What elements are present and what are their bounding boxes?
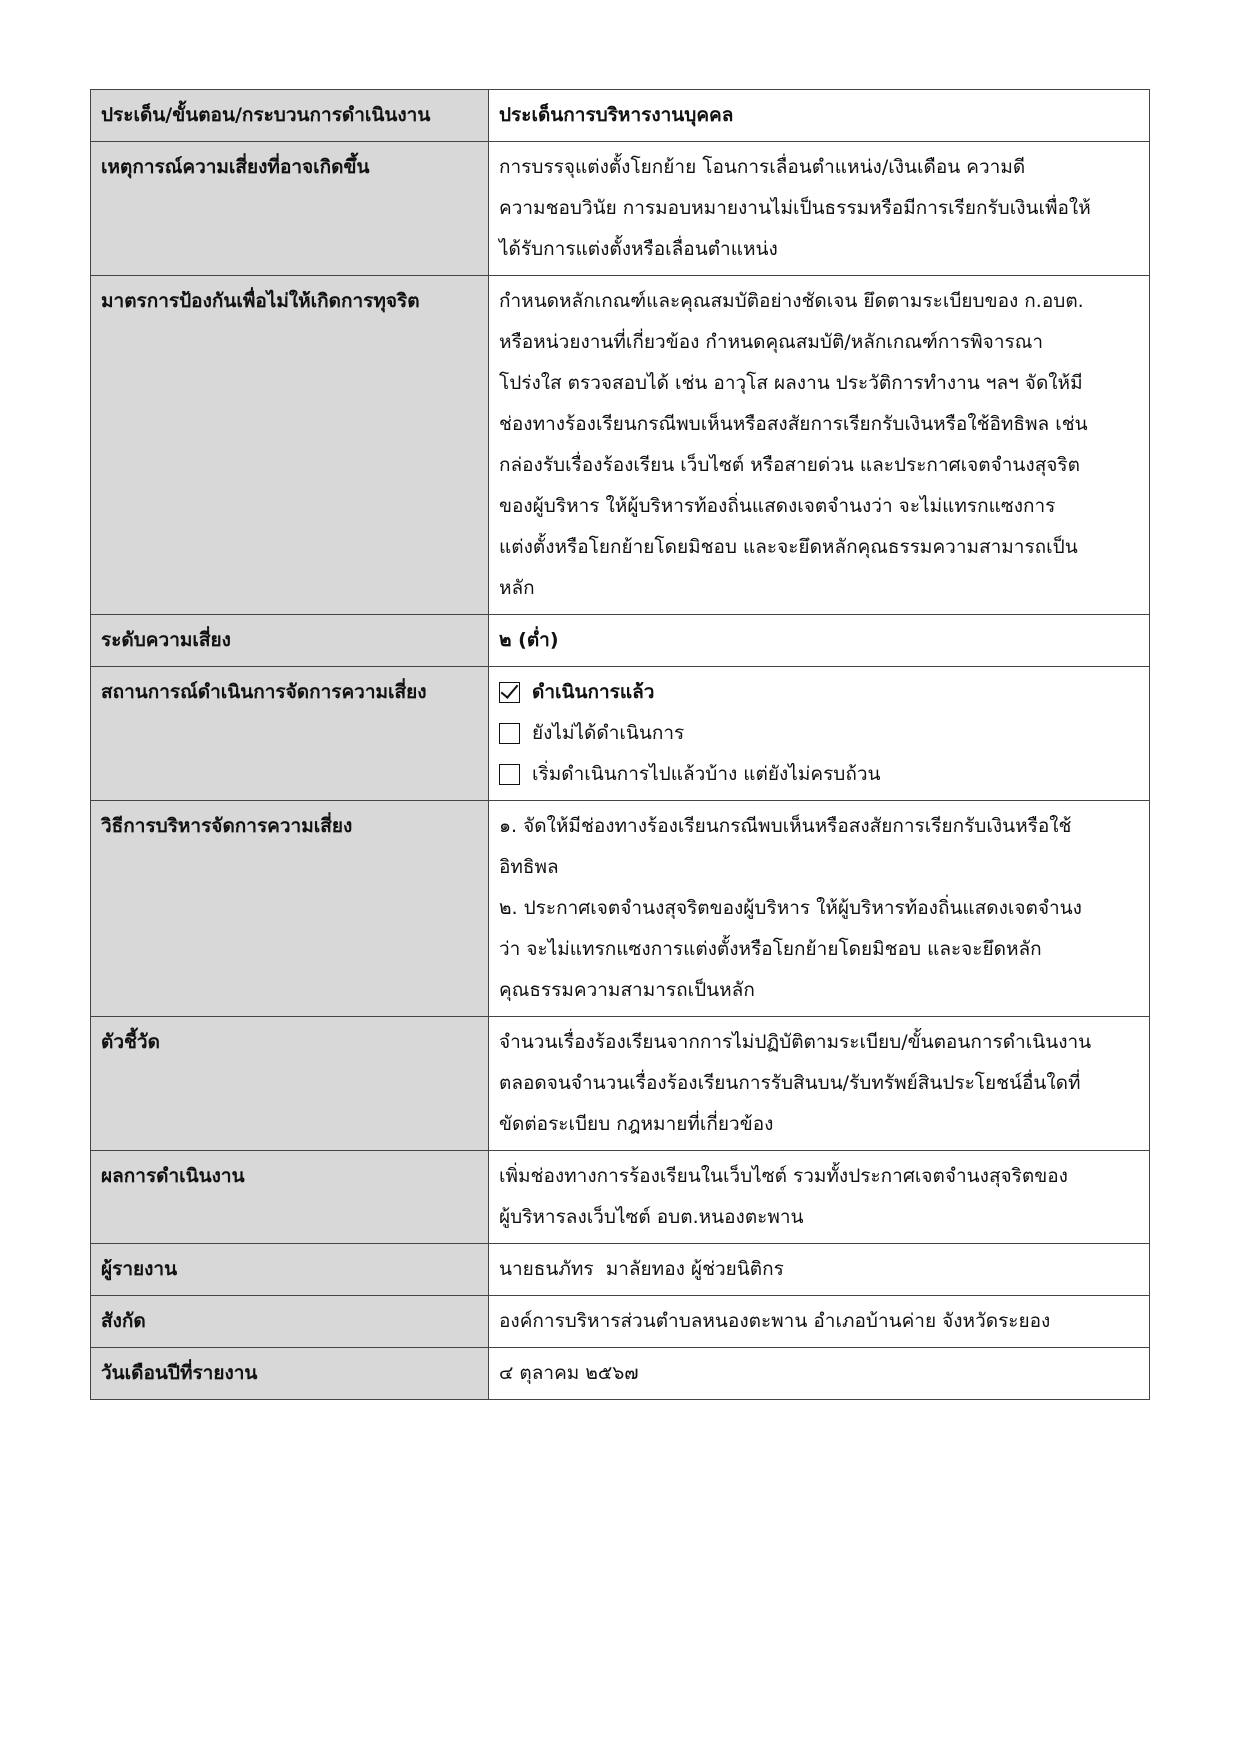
row-risk-event	[91, 142, 1150, 276]
status-label: สถานการณ์ดำเนินการจัดการความเสี่ยง	[91, 667, 489, 801]
issue-label: ประเด็น/ขั้นตอน/กระบวนการดำเนินงาน	[91, 90, 489, 142]
checkbox-icon[interactable]	[499, 682, 520, 703]
risk-event-label: เหตุการณ์ความเสี่ยงที่อาจเกิดขึ้น	[91, 142, 489, 276]
row-prevention	[91, 276, 1150, 615]
prevention-line: ของผู้บริหาร ให้ผู้บริหารท้องถิ่นแสดงเจตจำนงว่า จะไม่แทรกแซงการ	[499, 495, 1056, 517]
status-option-label: ดำเนินการแล้ว	[532, 681, 655, 703]
row-status	[91, 667, 1150, 801]
reporter-label: ผู้รายงาน	[91, 1244, 489, 1296]
checkbox-icon[interactable]	[499, 723, 520, 744]
management-line: ๒. ประกาศเจตจำนงสุจริตของผู้บริหาร ให้ผู้บริหารท้องถิ่นแสดงเจตจำนง	[499, 897, 1082, 919]
result-value	[489, 1151, 1150, 1244]
status-options	[489, 667, 1150, 801]
row-result	[91, 1151, 1150, 1244]
prevention-line: แต่งตั้งหรือโยกย้ายโดยมิชอบ และจะยึดหลักคุณธรรมความสามารถเป็น	[499, 536, 1078, 558]
result-line: ผู้บริหารลงเว็บไซต์ อบต.หนองตะพาน	[499, 1206, 804, 1228]
prevention-line: โปร่งใส ตรวจสอบได้ เช่น อาวุโส ผลงาน ประวัติการทำงาน ฯลฯ จัดให้มี	[499, 372, 1083, 394]
row-indicator	[91, 1017, 1150, 1151]
status-option-label: ยังไม่ได้ดำเนินการ	[532, 722, 685, 744]
row-risk-level	[91, 615, 1150, 667]
management-line: อิทธิพล	[499, 856, 559, 878]
row-management	[91, 801, 1150, 1017]
prevention-value	[489, 276, 1150, 615]
prevention-line: หรือหน่วยงานที่เกี่ยวข้อง กำหนดคุณสมบัติ/หลักเกณฑ์การพิจารณา	[499, 331, 1043, 353]
indicator-value	[489, 1017, 1150, 1151]
prevention-label: มาตรการป้องกันเพื่อไม่ให้เกิดการทุจริต	[91, 276, 489, 615]
indicator-line: ตลอดจนจำนวนเรื่องร้องเรียนการรับสินบน/รับทรัพย์สินประโยชน์อื่นใดที่	[499, 1072, 1081, 1094]
risk-event-value	[489, 142, 1150, 276]
risk-level-label: ระดับความเสี่ยง	[91, 615, 489, 667]
row-issue	[91, 90, 1150, 142]
checkbox-icon[interactable]	[499, 764, 520, 785]
row-reporter	[91, 1244, 1150, 1296]
issue-value: ประเด็นการบริหารงานบุคคล	[489, 90, 1150, 142]
row-affiliation	[91, 1296, 1150, 1348]
indicator-label: ตัวชี้วัด	[91, 1017, 489, 1151]
affiliation-label: สังกัด	[91, 1296, 489, 1348]
risk-report-table	[90, 89, 1150, 1400]
affiliation-value: องค์การบริหารส่วนตำบลหนองตะพาน อำเภอบ้านค่าย จังหวัดระยอง	[489, 1296, 1150, 1348]
report-date-value: ๔ ตุลาคม ๒๕๖๗	[489, 1348, 1150, 1400]
management-line: คุณธรรมความสามารถเป็นหลัก	[499, 979, 755, 1001]
report-date-label: วันเดือนปีที่รายงาน	[91, 1348, 489, 1400]
prevention-line: กล่องรับเรื่องร้องเรียน เว็บไซต์ หรือสายด่วน และประกาศเจตจำนงสุจริต	[499, 454, 1080, 476]
result-label: ผลการดำเนินงาน	[91, 1151, 489, 1244]
management-line: ๑. จัดให้มีช่องทางร้องเรียนกรณีพบเห็นหรือสงสัยการเรียกรับเงินหรือใช้	[499, 815, 1072, 837]
prevention-line: หลัก	[499, 577, 535, 599]
reporter-value: นายธนภัทร มาลัยทอง ผู้ช่วยนิติกร	[489, 1244, 1150, 1296]
status-option-done[interactable]	[499, 672, 1139, 713]
status-option-not-started[interactable]	[499, 713, 1139, 754]
row-report-date	[91, 1348, 1150, 1400]
prevention-line: ช่องทางร้องเรียนกรณีพบเห็นหรือสงสัยการเรียกรับเงินหรือใช้อิทธิพล เช่น	[499, 413, 1088, 435]
indicator-line: ขัดต่อระเบียบ กฎหมายที่เกี่ยวข้อง	[499, 1113, 774, 1135]
risk-level-value: ๒ (ต่ำ)	[489, 615, 1150, 667]
management-value	[489, 801, 1150, 1017]
management-line: ว่า จะไม่แทรกแซงการแต่งตั้งหรือโยกย้ายโดยมิชอบ และจะยึดหลัก	[499, 938, 1042, 960]
risk-event-line: การบรรจุแต่งตั้งโยกย้าย โอนการเลื่อนตำแหน่ง/เงินเดือน ความดี	[499, 156, 1026, 178]
status-option-in-progress[interactable]	[499, 754, 1139, 795]
result-line: เพิ่มช่องทางการร้องเรียนในเว็บไซต์ รวมทั้งประกาศเจตจำนงสุจริตของ	[499, 1165, 1068, 1187]
indicator-line: จำนวนเรื่องร้องเรียนจากการไม่ปฏิบัติตามระเบียบ/ขั้นตอนการดำเนินงาน	[499, 1031, 1092, 1053]
prevention-line: กำหนดหลักเกณฑ์และคุณสมบัติอย่างชัดเจน ยึดตามระเบียบของ ก.อบต.	[499, 290, 1084, 312]
status-option-label: เริ่มดำเนินการไปแล้วบ้าง แต่ยังไม่ครบถ้วน	[532, 763, 881, 785]
risk-event-line: ความชอบวินัย การมอบหมายงานไม่เป็นธรรมหรือมีการเรียกรับเงินเพื่อให้	[499, 197, 1091, 219]
risk-event-line: ได้รับการแต่งตั้งหรือเลื่อนตำแหน่ง	[499, 238, 778, 260]
management-label: วิธีการบริหารจัดการความเสี่ยง	[91, 801, 489, 1017]
